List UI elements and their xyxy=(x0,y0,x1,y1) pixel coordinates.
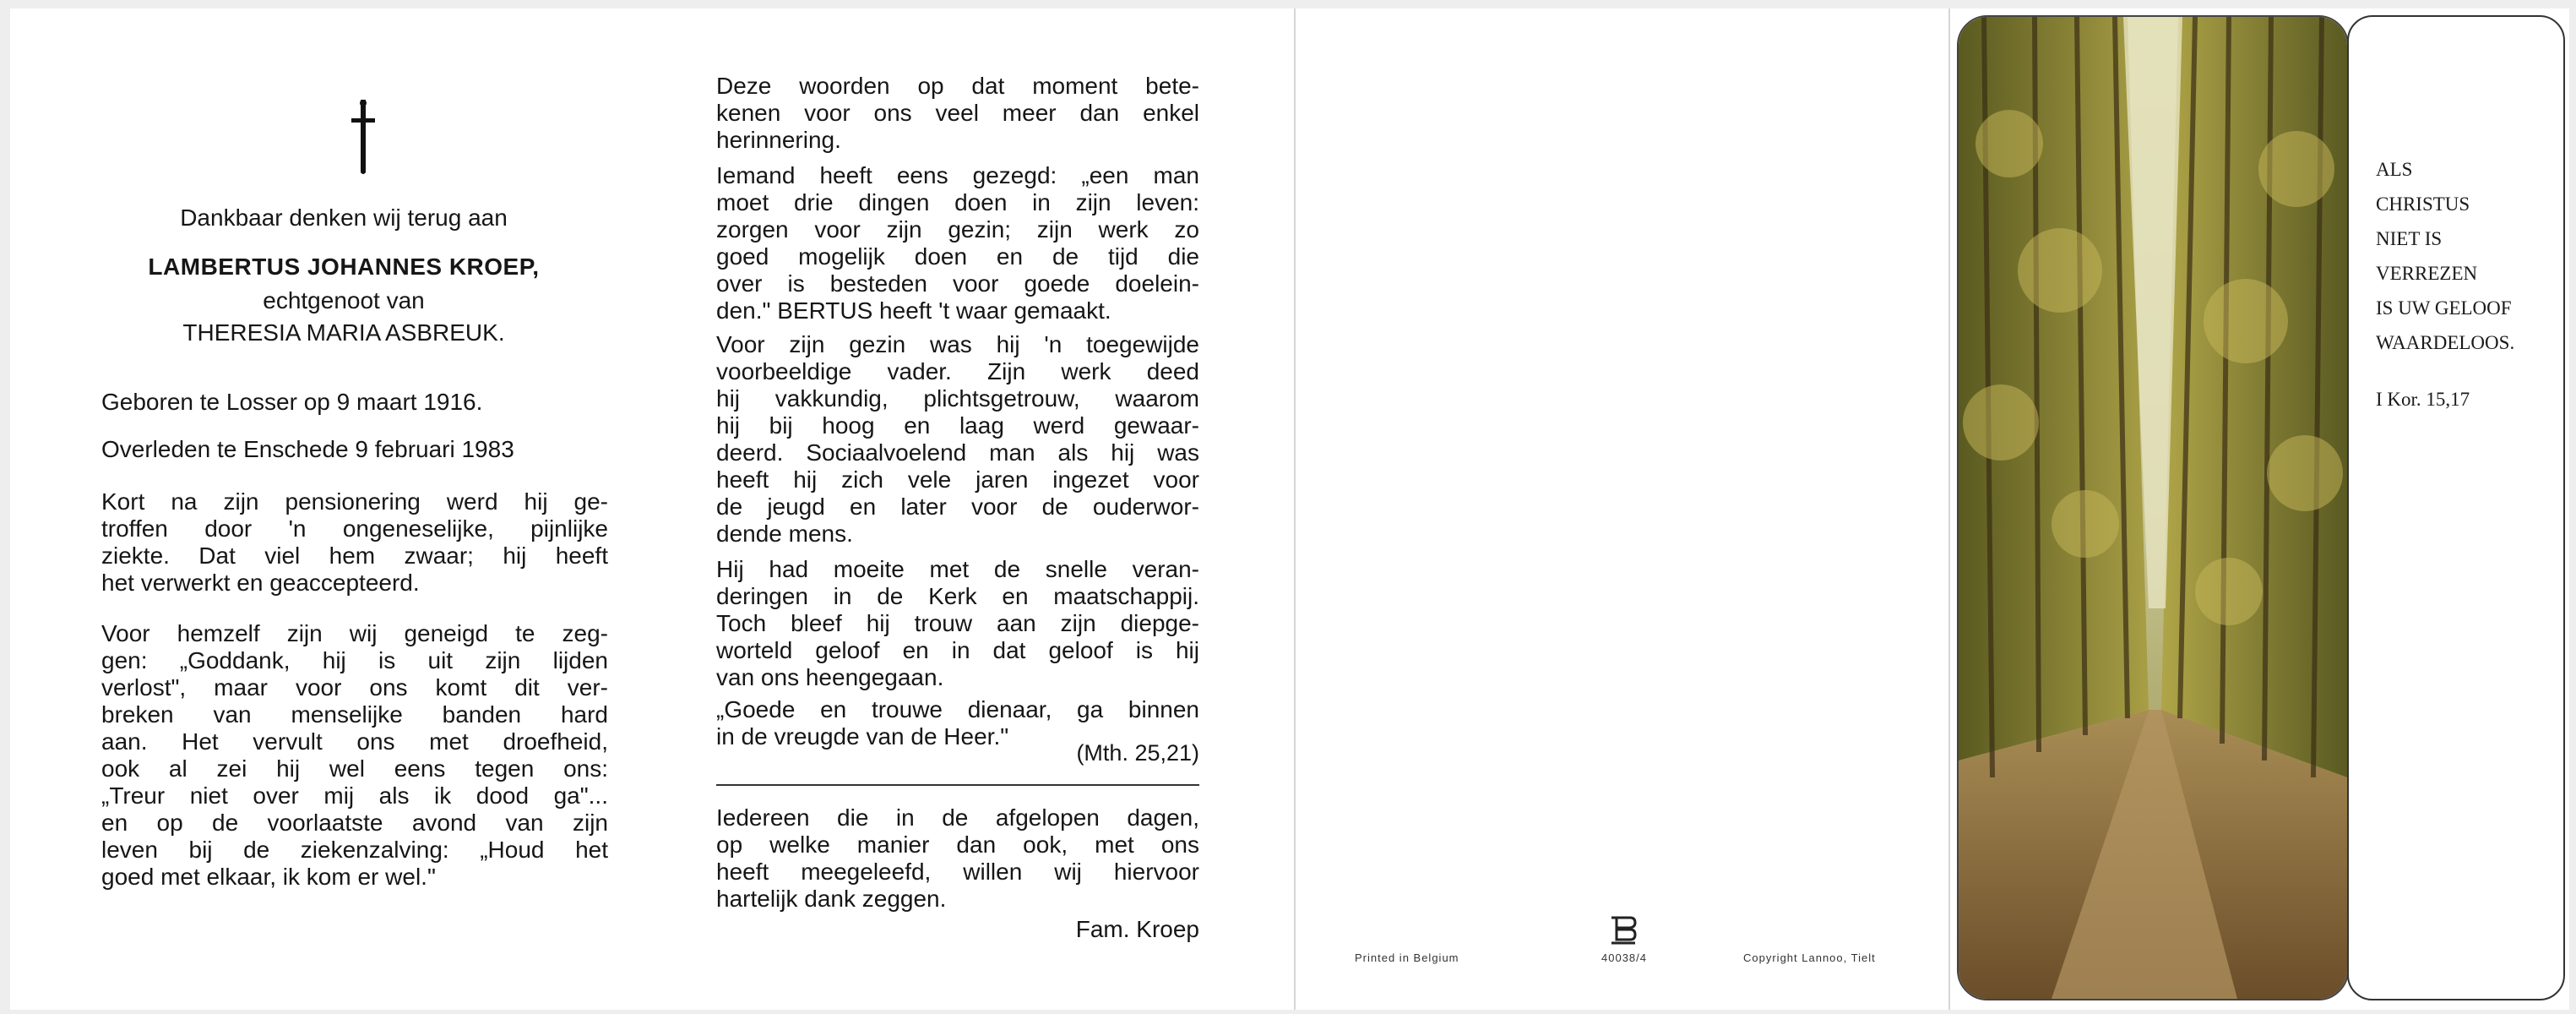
death-text: Overleden te Enschede 9 februari 1983 xyxy=(101,436,514,462)
text-line: Voor hemzelf zijn wij geneigd te zeg- xyxy=(101,620,608,646)
cross-icon xyxy=(346,100,380,176)
family-signature: Fam. Kroep xyxy=(1075,916,1199,942)
text-line: CHRISTUS xyxy=(2376,194,2470,215)
text-line: en op de voorlaatste avond van zijn xyxy=(101,810,608,836)
text-line: WAARDELOOS. xyxy=(2376,332,2515,353)
text-line: heeft hij zich vele jaren ingezet voor xyxy=(716,466,1199,493)
copyright: Copyright Lannoo, Tielt xyxy=(1743,951,1876,964)
paragraph-words xyxy=(716,73,1199,154)
text-line: Iedereen die in de afgelopen dagen, xyxy=(716,804,1199,831)
text-line: moet drie dingen doen in zijn leven: xyxy=(716,189,1199,215)
text-line: voorbeeldige vader. Zijn werk deed xyxy=(716,358,1199,384)
verse-reference: I Kor. 15,17 xyxy=(2376,389,2470,410)
forest-lane-illustration xyxy=(1959,17,2347,999)
text-line: kenen voor ons veel meer dan enkel xyxy=(716,100,1199,126)
text-line: „Treur niet over mij als ik dood ga"... xyxy=(101,782,608,809)
text-line: zorgen voor zijn gezin; zijn werk zo xyxy=(716,216,1199,243)
text-line: de jeugd en later voor de ouderwor- xyxy=(716,493,1199,520)
text-line: Voor zijn gezin was hij 'n toegewijde xyxy=(716,331,1199,357)
text-line: Deze woorden op dat moment bete- xyxy=(716,73,1199,99)
text-line: verlost", maar voor ons komt dit ver- xyxy=(101,674,608,701)
text-line: deringen in de Kerk en maatschappij. xyxy=(716,583,1199,609)
spouse-name: THERESIA MARIA ASBREUK. xyxy=(182,319,505,346)
deceased-name: LAMBERTUS JOHANNES KROEP, xyxy=(148,254,540,280)
panel-back xyxy=(1296,8,1948,1010)
text-line: Iemand heeft eens gezegd: „een man xyxy=(716,162,1199,188)
text-line: worteld geloof en in dat geloof is hij xyxy=(716,637,1199,663)
paragraph-last-words xyxy=(101,620,608,891)
text-line: goed mogelijk doen en de tijd die xyxy=(716,243,1199,270)
verse-box xyxy=(2347,15,2565,1000)
text-line: dende mens. xyxy=(716,521,853,547)
text-line: „Goede en trouwe dienaar, ga binnen xyxy=(716,696,1199,722)
text-line: van ons heengegaan. xyxy=(716,664,944,690)
text-line: breken van menselijke banden hard xyxy=(101,701,608,728)
text-line: NIET IS xyxy=(2376,228,2443,249)
publisher-logo-icon xyxy=(1608,914,1639,946)
divider xyxy=(716,784,1199,786)
panel-front xyxy=(1950,8,2569,1010)
memorial-card xyxy=(10,8,2569,1010)
text-line: deerd. Sociaalvoelend man als hij was xyxy=(716,439,1199,466)
paragraph-thanks xyxy=(716,804,1199,913)
birth-text: Geboren te Losser op 9 maart 1916. xyxy=(101,389,483,415)
death-line xyxy=(101,436,608,463)
text-line: leven bij de ziekenzalving: „Houd het xyxy=(101,837,608,863)
birth-line xyxy=(101,389,608,416)
forest-lane-photo xyxy=(1957,15,2349,1000)
printed-in: Printed in Belgium xyxy=(1355,951,1459,964)
paragraph-saying xyxy=(716,162,1199,324)
print-code: 40038/4 xyxy=(1601,951,1647,964)
paragraph-faith xyxy=(716,556,1199,691)
spouse-label: echtgenoot van xyxy=(263,287,425,313)
text-line: herinnering. xyxy=(716,127,841,153)
text-line: den." BERTUS heeft 't waar gemaakt. xyxy=(716,297,1111,324)
text-line: Hij had moeite met de snelle veran- xyxy=(716,556,1199,582)
text-line: over is besteden voor goede doelein- xyxy=(716,270,1199,297)
paragraph-illness xyxy=(101,488,608,597)
text-line: aan. Het vervult ons met droefheid, xyxy=(101,728,608,755)
panel-left xyxy=(10,8,635,1010)
text-line: Kort na zijn pensionering werd hij ge- xyxy=(101,488,608,515)
text-line: gen: „Goddank, hij is uit zijn lijden xyxy=(101,647,608,673)
text-line: in de vreugde van de Heer." xyxy=(716,723,1009,750)
text-line: goed met elkaar, ik kom er wel." xyxy=(101,864,436,890)
text-line: ALS xyxy=(2376,159,2413,180)
scripture-reference: (Mth. 25,21) xyxy=(1076,740,1199,766)
text-line: heeft meegeleefd, willen wij hiervoor xyxy=(716,859,1199,885)
text-line: troffen door 'n ongeneselijke, pijnlijke xyxy=(101,515,608,542)
paragraph-father xyxy=(716,331,1199,548)
panel-middle xyxy=(635,8,1294,1010)
intro-line: Dankbaar denken wij terug aan xyxy=(180,204,508,231)
text-line: VERREZEN xyxy=(2376,263,2478,284)
text-line: ziekte. Dat viel hem zwaar; hij heeft xyxy=(101,542,608,569)
bible-verse xyxy=(2376,152,2557,360)
text-line: ook al zei hij wel eens tegen ons: xyxy=(101,755,608,782)
text-line: op welke manier dan ook, met ons xyxy=(716,831,1199,858)
text-line: hartelijk dank zeggen. xyxy=(716,886,947,912)
text-line: hij bij hoog en laag werd gewaar- xyxy=(716,412,1199,439)
text-line: Toch bleef hij trouw aan zijn diepge- xyxy=(716,610,1199,636)
text-line: IS UW GELOOF xyxy=(2376,297,2512,319)
text-line: het verwerkt en geaccepteerd. xyxy=(101,570,420,596)
text-line: hij vakkundig, plichtsgetrouw, waarom xyxy=(716,385,1199,412)
